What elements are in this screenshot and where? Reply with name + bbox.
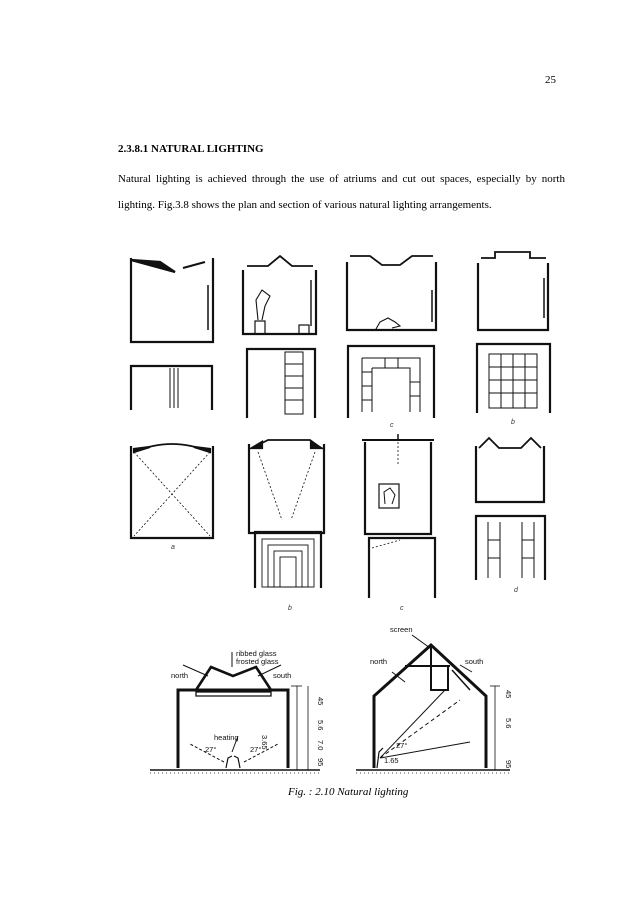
sublabel-row2-a: a	[171, 544, 175, 551]
label-angle-left-2: 27°	[250, 745, 262, 754]
section-5-vaulted	[131, 444, 213, 538]
plan-6	[369, 538, 435, 598]
section-8-double-monitor	[476, 438, 544, 502]
label-dim-165: 1.65	[384, 756, 399, 765]
section-7-lantern	[362, 434, 434, 534]
label-north-left: north	[171, 671, 189, 680]
plan-2	[247, 349, 315, 418]
label-dim-56-left: 5.6	[316, 720, 325, 731]
plan-3	[348, 346, 434, 418]
label-north-right: north	[370, 657, 388, 666]
label-south-right: south	[465, 657, 484, 666]
body-paragraph: Natural lighting is achieved through the use of atriums and cut out spaces, especially by north lighting. Fig.3.8 shows the plan and section of various natural lighting arrangements.	[118, 173, 565, 211]
label-angle-right: 27°	[396, 741, 408, 750]
label-dim-45-left: 45	[316, 697, 325, 706]
label-dim-56-right: 5.6	[504, 718, 513, 729]
sublabel-row1-d: b	[511, 419, 515, 426]
label-dim-95-left: 95	[316, 758, 325, 767]
page-number: 25	[545, 74, 556, 86]
section-heading: 2.3.8.1 NATURAL LIGHTING	[118, 143, 264, 155]
sublabel-row1-c: c	[390, 422, 394, 429]
sublabel-row2-c: c	[400, 605, 404, 612]
plan-1	[131, 366, 212, 410]
label-heating: heating	[214, 733, 239, 742]
section-4-flat-skylight	[478, 252, 548, 330]
sublabel-row2-d: d	[514, 587, 518, 594]
label-ribbed-glass: ribbed glass	[236, 649, 277, 658]
section-1-sawtooth	[131, 258, 213, 342]
label-dim-365: 3.65	[260, 735, 269, 750]
figure-caption: Fig. : 2.10 Natural lighting	[288, 786, 409, 798]
plan-4	[477, 344, 550, 413]
label-south-left: south	[273, 671, 292, 680]
label-screen: screen	[390, 625, 413, 634]
label-dim-95-right: 95	[504, 760, 513, 769]
label-angle-left-1: 27°	[205, 745, 217, 754]
label-dim-70-left: 7.0	[316, 740, 325, 751]
detail-right-section	[356, 635, 510, 773]
label-dim-45-right: 45	[504, 690, 513, 699]
section-3-monitor	[347, 256, 436, 330]
label-frosted-glass: frosted glass	[236, 657, 279, 666]
section-2-gable	[243, 256, 316, 334]
section-6-clerestory	[249, 440, 324, 533]
plan-7	[476, 516, 545, 580]
sublabel-row2-b: b	[288, 605, 292, 612]
plan-5	[255, 532, 321, 588]
